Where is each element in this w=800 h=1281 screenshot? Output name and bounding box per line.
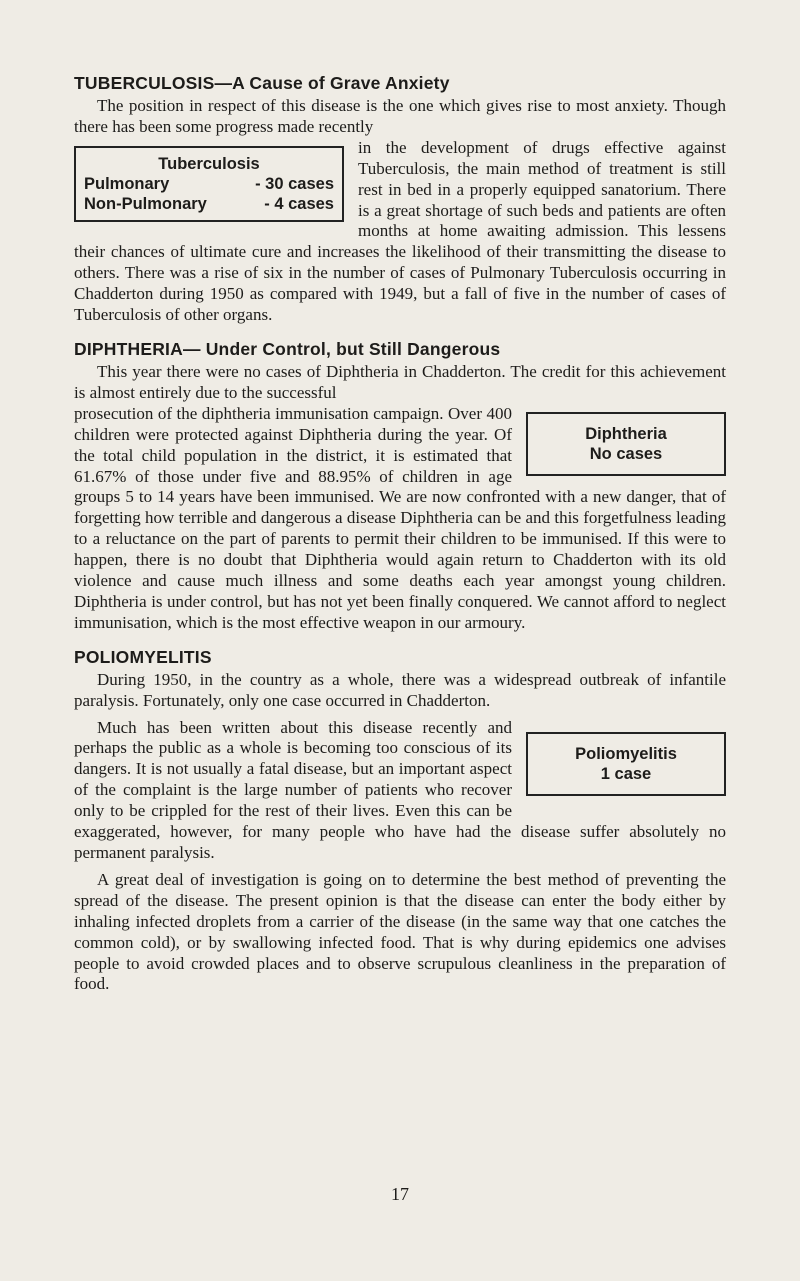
poliomyelitis-cases-box bbox=[526, 732, 726, 796]
row-value: - 30 cases bbox=[255, 174, 334, 193]
tuberculosis-section bbox=[74, 70, 726, 326]
diphtheria-box-count: No cases bbox=[589, 444, 663, 463]
poliomyelitis-section bbox=[74, 644, 726, 996]
diphtheria-cases-box bbox=[526, 412, 726, 476]
poliomyelitis-heading: POLIOMYELITIS bbox=[74, 646, 212, 667]
diphtheria-heading bbox=[74, 336, 726, 362]
tuberculosis-heading-text: TUBERCULOSIS bbox=[74, 73, 215, 93]
poliomyelitis-box-title: Poliomyelitis bbox=[575, 744, 677, 763]
poliomyelitis-paragraph-3: A great deal of investigation is going on to determine the best method of preventing the spread of the disease. The present opinion is that the disease can enter the body either by inhaling infected droplets from a carrier of the disease (in the same way that one catches the common cold), or by swallowing infected food. That is why during epidemics one advises people to avoid crowded places and to observe scrupulous cleanliness in the preparation of food. bbox=[74, 869, 726, 994]
diphtheria-paragraph-intro: This year there were no cases of Diphtheria in Chadderton. The credit for this achievement is almost entirely due to the successful bbox=[74, 361, 726, 402]
diphtheria-box-title: Diphtheria bbox=[585, 424, 667, 443]
tuberculosis-box-title: Tuberculosis bbox=[158, 154, 260, 173]
tuberculosis-row-non-pulmonary bbox=[78, 194, 340, 214]
tuberculosis-paragraph-body: in the development of drugs effective against Tuberculosis, the main method of treatment is still rest in bed in a properly equipped sanatorium. There is a great shortage of such beds and patients are often months at home awaiting admission. This lessens their chances of ultimate cure and increases the likelihood of their transmitting the disease to others. There was a rise of six in the number of cases of Pulmonary Tuberculosis occurring in Chadderton during 1950 as compared with 1949, but a fall of five in the number of cases of Tuberculosis of other organs. bbox=[74, 137, 726, 325]
diphtheria-heading-text: DIPHTHERIA bbox=[74, 338, 183, 359]
tuberculosis-heading bbox=[74, 70, 726, 96]
tuberculosis-paragraph-intro: The position in respect of this disease is the one which gives rise to most anxiety. Though there has been some progress made recently bbox=[74, 96, 726, 136]
diphtheria-paragraph-body: prosecution of the diphtheria immunisation campaign. Over 400 children were protected against Diphtheria during the year. Of the total child population in the district, it is estimated that 61.67% of those under five and 88.95% of children in age groups 5 to 14 years have been immunised. We are now confronted with a new danger, that of forgetting how terrible and dangerous a disease Diphtheria can be and this forgetfulness leading to a reluctance on the part of parents to permit their children to be immunised. If this were to happen, there is no doubt that Diphtheria would again return to Chadderton with its old violence and cause much illness and some deaths each year amongst young children. Diphtheria is under control, but has not yet been finally conquered. We cannot afford to neglect immunisation, which is the most effective weapon in our armoury. bbox=[74, 403, 726, 632]
row-value: - 4 cases bbox=[264, 194, 334, 213]
tuberculosis-row-pulmonary bbox=[78, 174, 340, 194]
poliomyelitis-paragraph-1: During 1950, in the country as a whole, there was a widespread outbreak of infantile paralysis. Fortunately, only one case occurred in Chadderton. bbox=[74, 669, 726, 710]
page-number: 17 bbox=[391, 1184, 409, 1204]
diphtheria-section bbox=[74, 336, 726, 634]
row-label: Pulmonary bbox=[84, 174, 170, 193]
poliomyelitis-box-count: 1 case bbox=[600, 764, 652, 783]
diphtheria-subheading: — Under Control, but Still Dangerous bbox=[182, 338, 501, 359]
poliomyelitis-paragraph-2: Much has been written about this disease recently and perhaps the public as a whole is becoming too conscious of its dangers. It is not usually a fatal disease, but an important aspect of the complaint is the large number of patients who recover only to be crippled for the rest of their lives. Even this can be exaggerated, however, for many people who have had the disease suffer absolutely no permanent paralysis. bbox=[74, 717, 726, 862]
tuberculosis-cases-box bbox=[74, 146, 344, 222]
report-page bbox=[74, 70, 726, 995]
tuberculosis-subheading: —A Cause of Grave Anxiety bbox=[214, 73, 450, 93]
row-label: Non-Pulmonary bbox=[84, 194, 207, 213]
